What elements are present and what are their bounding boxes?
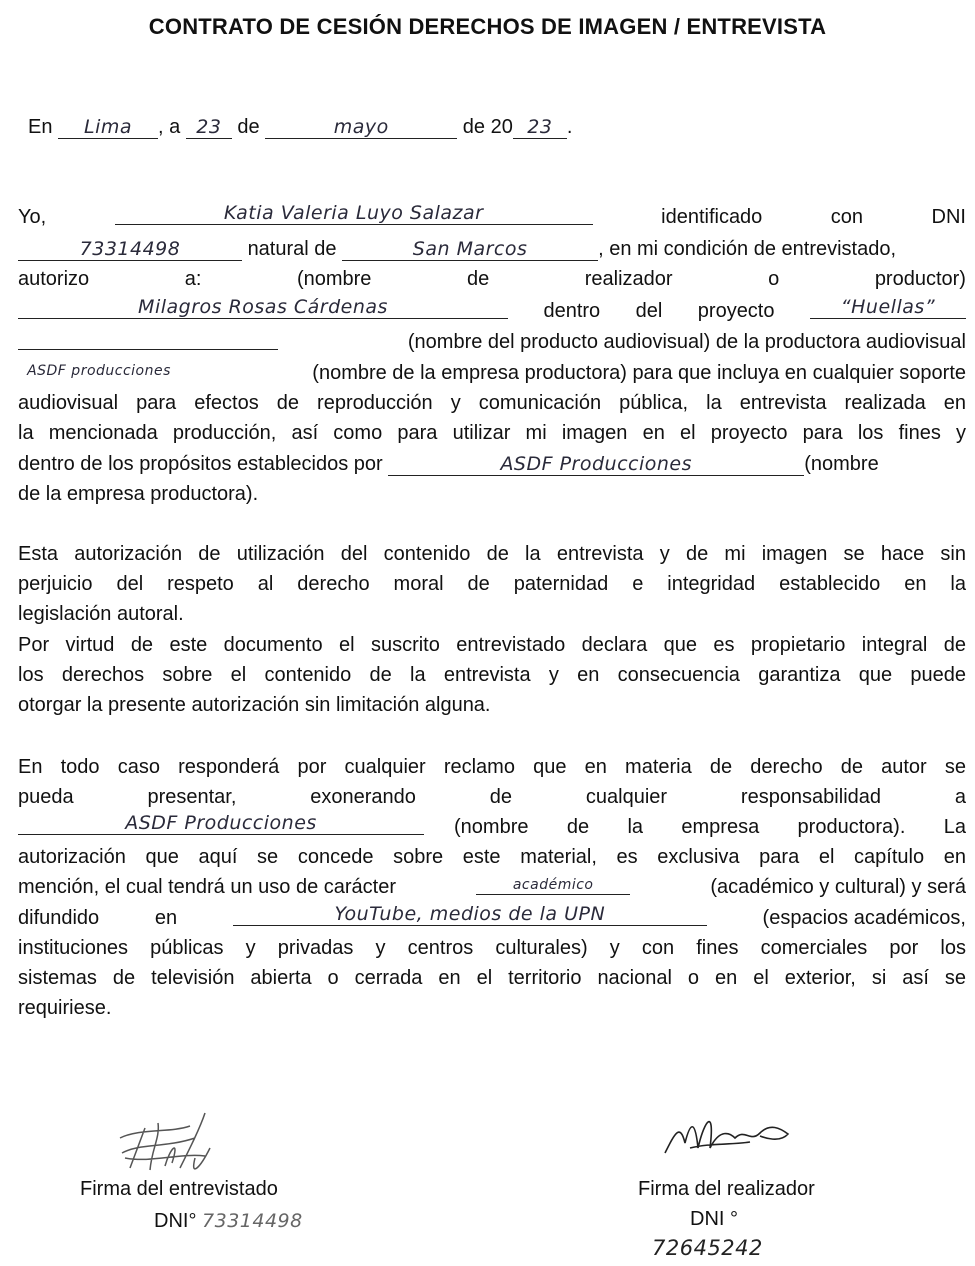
label-de: de [237, 116, 260, 138]
uso-field[interactable] [476, 872, 630, 895]
p1-line3 [18, 264, 966, 294]
p3-line3 [18, 812, 966, 842]
w-de: de [466, 268, 490, 290]
p3-line6 [18, 903, 966, 933]
productora-value: ASDF producciones [27, 363, 171, 379]
w-dentro: dentro [543, 300, 601, 322]
entrevistado-dni-value: 73314498 [202, 1210, 303, 1232]
label-condicion: , en mi condición de entrevistado, [598, 238, 897, 260]
w-realizador: realizador [584, 268, 673, 290]
label-con: con [830, 206, 864, 228]
realizador-dni-label: DNI ° [690, 1208, 738, 1230]
year-field[interactable] [513, 116, 567, 139]
productora3-value: ASDF Producciones [125, 812, 317, 834]
p3-line1: En todo caso responderá por cualquier reclamo que en materia de derecho de autor se [18, 756, 966, 778]
origin-value: San Marcos [412, 238, 528, 260]
period: . [566, 116, 573, 138]
p1-line8: la mencionada producción, así como para utilizar mi imagen en el proyecto para los fines y [18, 422, 966, 444]
p3-line7: instituciones públicas y privadas y centros culturales) y con fines comerciales por los [18, 937, 966, 959]
w-proyecto: proyecto [697, 300, 775, 322]
medio-value: YouTube, medios de la UPN [334, 903, 606, 925]
p2-line3: legislación autoral. [18, 603, 184, 625]
p3-line5-end: (académico y cultural) y será [710, 876, 966, 898]
w-difundido: difundido [18, 907, 100, 929]
p3-line4: autorización que aquí se concede sobre este material, es exclusiva para el capítulo en [18, 846, 966, 868]
productora-field[interactable] [18, 358, 180, 380]
p2-line6: otorgar la presente autorización sin limitación alguna. [18, 694, 491, 716]
p1-line9-end: (nombre [804, 453, 879, 475]
p2-line2: perjuicio del respeto al derecho moral de paternidad e integridad establecido en la [18, 573, 966, 595]
day-field[interactable] [186, 116, 232, 139]
w-a: a: [184, 268, 202, 290]
p1-line4 [18, 296, 966, 326]
p3-line5-start: mención, el cual tendrá un uso de carácter [18, 876, 396, 898]
month-value: mayo [333, 116, 389, 138]
productora2-field[interactable] [388, 453, 804, 476]
p2-line1: Esta autorización de utilización del contenido de la entrevista y de mi imagen se hace sin [18, 543, 966, 565]
w-o: o [768, 268, 780, 290]
p1-line1 [18, 202, 966, 232]
p2-line4: Por virtud de este documento el suscrito entrevistado declara que es propietario integral de [18, 634, 966, 656]
label-yo: Yo, [18, 206, 47, 228]
p1-line9 [18, 449, 966, 479]
month-field[interactable] [265, 116, 457, 139]
realizador-signature [660, 1098, 800, 1168]
entrevistado-dni-label: DNI° [154, 1210, 197, 1232]
p1-line7: audiovisual para efectos de reproducción y comunicación pública, la entrevista realizada en [18, 392, 966, 414]
w-del: del [635, 300, 663, 322]
city-field[interactable] [58, 116, 158, 139]
entrevistado-dni [154, 1210, 303, 1233]
p3-line8: sistemas de televisión abierta o cerrada en el territorio nacional o en el exterior, si así se [18, 967, 966, 989]
entrevistado-signature [110, 1108, 220, 1188]
p3-line9: requiriese. [18, 997, 112, 1019]
city-value: Lima [84, 116, 133, 138]
realizador-dni-value: 72645242 [652, 1236, 763, 1260]
p1-line5 [18, 327, 966, 357]
p1-line9-text: dentro de los propósitos establecidos por [18, 453, 383, 475]
dni-field[interactable] [18, 238, 242, 261]
w-productor: productor) [874, 268, 966, 290]
day-value: 23 [196, 116, 222, 138]
origin-field[interactable] [342, 238, 598, 261]
contract-title: CONTRATO DE CESIÓN DERECHOS DE IMAGEN / ENTREVISTA [148, 14, 827, 39]
p1-line6 [18, 358, 966, 388]
realizador-value: Milagros Rosas Cárdenas [138, 296, 388, 318]
p1-line2 [18, 234, 966, 264]
name-value: Katia Valeria Luyo Salazar [223, 202, 484, 224]
label-en: En [28, 116, 53, 138]
realizador-field[interactable] [18, 296, 508, 319]
p1-line10: de la empresa productora). [18, 483, 259, 505]
name-field[interactable] [115, 202, 593, 225]
label-dni: DNI [931, 206, 966, 228]
w-nombre: (nombre [296, 268, 372, 290]
entrevistado-label: Firma del entrevistado [80, 1178, 278, 1200]
productora2-value: ASDF Producciones [500, 453, 693, 475]
productora3-field[interactable] [18, 812, 424, 835]
p3-line6-end: (espacios académicos, [762, 907, 966, 929]
dni-value: 73314498 [79, 238, 181, 260]
label-natural-de: natural de [247, 238, 337, 260]
p3-line2: pueda presentar, exonerando de cualquier responsabilidad a [18, 786, 966, 808]
product-field[interactable] [18, 327, 278, 350]
project-value: “Huellas” [840, 296, 936, 318]
realizador-label: Firma del realizador [638, 1178, 815, 1200]
label-identificado: identificado [661, 206, 763, 228]
w-en: en [154, 907, 178, 929]
label-year-prefix: de 20 [462, 116, 513, 138]
p3-line3-end: (nombre de la empresa productora). La [454, 816, 966, 838]
p1-line6-text: (nombre de la empresa productora) para que incluya en cualquier soporte [312, 362, 966, 384]
p1-line5-text: (nombre del producto audiovisual) de la productora audiovisual [407, 331, 966, 353]
label-a: , a [158, 116, 181, 138]
project-field[interactable] [810, 296, 966, 319]
p2-line5: los derechos sobre el contenido de la entrevista y en consecuencia garantiza que puede [18, 664, 966, 686]
year-value: 23 [527, 116, 553, 138]
uso-value: académico [512, 877, 594, 893]
date-line [28, 112, 975, 142]
w-autorizo: autorizo [18, 268, 90, 290]
medio-field[interactable] [233, 903, 707, 926]
p3-line5 [18, 872, 966, 902]
